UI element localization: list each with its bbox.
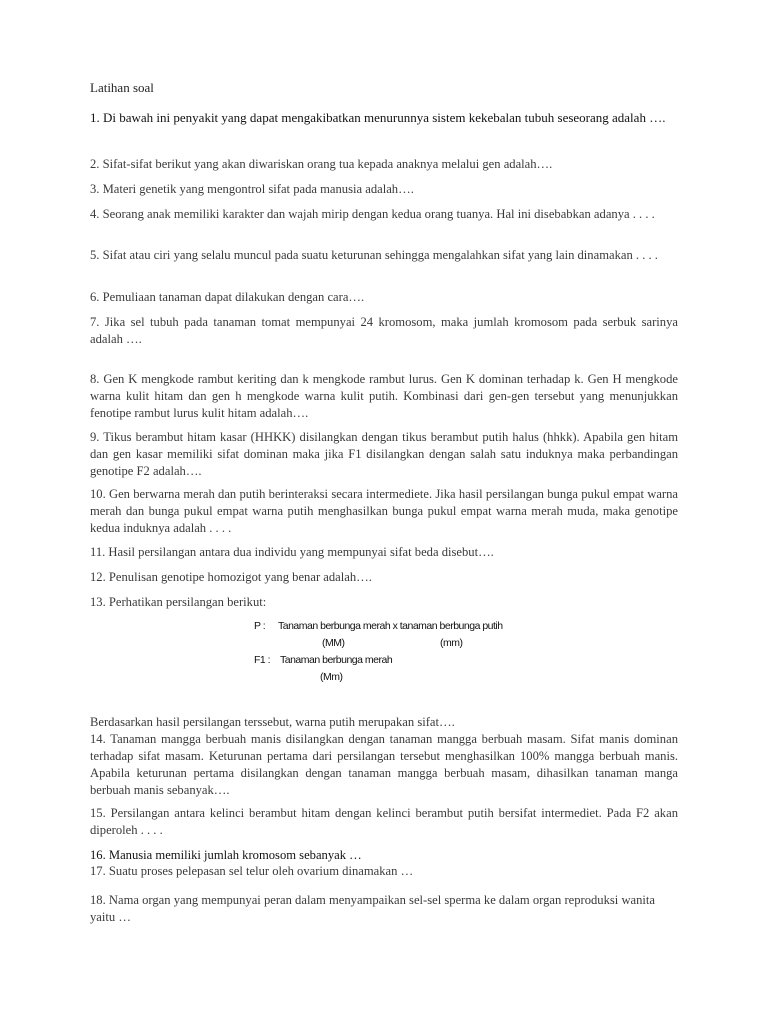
question-13: 13. Perhatikan persilangan berikut: [90,595,267,609]
question-10: 10. Gen berwarna merah dan putih berinteraksi secara intermediete. Jika hasil persilangan bunga pukul empat warna merah dan bunga pukul empat warna putih menghasilkan bunga pukul empat warna merah muda, maka genotipe kedua induknya adalah . . . . [90,487,678,535]
question-17: 17. Suatu proses pelepasan sel telur oleh ovarium dinamakan … [90,864,414,878]
cross-p-genotype-2: (mm) [440,637,463,649]
question-1: 1. Di bawah ini penyakit yang dapat mengakibatkan menurunnya sistem kekebalan tubuh seseorang adalah …. [90,110,666,125]
document-page [90,0,678,1024]
question-6: 6. Pemuliaan tanaman dapat dilakukan dengan cara…. [90,290,365,304]
cross-p-genotype-1: (MM) [322,637,345,649]
cross-f1-label: F1 : [254,654,271,666]
question-13-conclusion: Berdasarkan hasil persilangan terssebut, warna putih merupakan sifat…. [90,715,455,729]
question-4: 4. Seorang anak memiliki karakter dan wajah mirip dengan kedua orang tuanya. Hal ini disebabkan adanya . . . . [90,207,655,221]
question-9: 9. Tikus berambut hitam kasar (HHKK) disilangkan dengan tikus berambut putih halus (hhkk). Apabila gen hitam dan gen kasar memiliki sifat dominan maka jika F1 disilangkan dengan salah satu induknya maka perbandingan genotipe F2 adalah…. [90,430,678,478]
question-2: 2. Sifat-sifat berikut yang akan diwariskan orang tua kepada anaknya melalui gen adalah…. [90,157,553,171]
question-8: 8. Gen K mengkode rambut keriting dan k mengkode rambut lurus. Gen K dominan terhadap k. Gen H mengkode warna kulit hitam dan gen h mengkode warna kulit putih. Kombinasi dari gen-gen tersebut yang menunjukkan fenotipe rambut lurus kulit hitam adalah…. [90,372,678,420]
cross-p-text: Tanaman berbunga merah x tanaman berbunga putih [278,620,503,632]
question-15: 15. Persilangan antara kelinci berambut hitam dengan kelinci berambut putih bersifat intermediet. Pada F2 akan diperoleh . . . . [90,806,678,837]
question-18: 18. Nama organ yang mempunyai peran dalam menyampaikan sel-sel sperma ke dalam organ reproduksi wanita yaitu … [90,893,656,924]
cross-f1-text: Tanaman berbunga merah [280,654,393,666]
cross-p-label: P : [254,620,266,632]
cross-f1-genotype: (Mm) [320,671,343,683]
question-7: 7. Jika sel tubuh pada tanaman tomat mempunyai 24 kromosom, maka jumlah kromosom pada serbuk sarinya adalah …. [90,315,678,346]
question-12: 12. Penulisan genotipe homozigot yang benar adalah…. [90,570,372,584]
question-5: 5. Sifat atau ciri yang selalu muncul pada suatu keturunan sehingga mengalahkan sifat yang lain dinamakan . . . . [90,248,658,262]
question-14: 14. Tanaman mangga berbuah manis disilangkan dengan tanaman mangga berbuah masam. Sifat manis dominan terhadap sifat masam. Keturunan pertama dari persilangan tersebut menghasilkan 100% mangga berbuah manis. Apabila keturunan pertama disilangkan dengan tanaman mangga berbuah masam, dihasilkan tanaman manga berbuah manis sebanyak…. [90,732,678,797]
page-title: Latihan soal [90,80,154,95]
question-3: 3. Materi genetik yang mengontrol sifat pada manusia adalah…. [90,182,414,196]
question-11: 11. Hasil persilangan antara dua individu yang mempunyai sifat beda disebut…. [90,545,494,559]
question-16: 16. Manusia memiliki jumlah kromosom sebanyak … [90,848,362,862]
